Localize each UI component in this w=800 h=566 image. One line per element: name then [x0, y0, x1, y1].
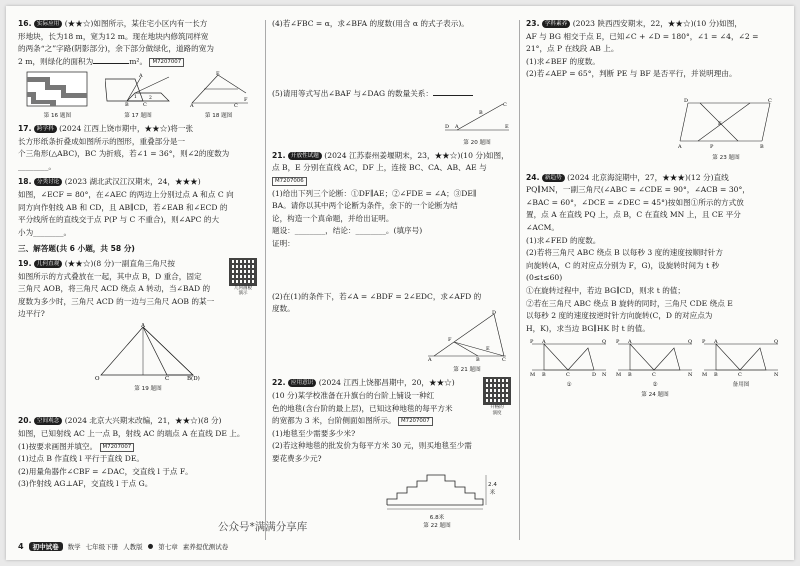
- svg-text:D: D: [445, 124, 450, 131]
- section-heading: 三、解答题(共 6 小题，共 58 分): [18, 244, 135, 254]
- page-number: 4: [18, 541, 24, 551]
- svg-text:B: B: [124, 102, 129, 108]
- question-number: 24.: [526, 172, 540, 182]
- svg-text:M: M: [530, 372, 536, 377]
- question-number: 20.: [18, 416, 32, 426]
- figure-17: B C A 1 2 第 17 题图: [105, 71, 171, 120]
- svg-text:E: E: [215, 71, 220, 78]
- svg-text:D: D: [684, 97, 689, 104]
- svg-text:C: C: [652, 372, 656, 377]
- svg-text:A: A: [141, 322, 145, 329]
- svg-text:Q: Q: [774, 339, 779, 346]
- question-tag: 开放性试题: [288, 152, 322, 160]
- svg-text:O: O: [95, 375, 100, 381]
- question-22: 升格的 演度 22. 应用意识 (2024 江西上饶都昌期中，20，★★☆) (10 分)某学校准备在升旗台的台阶上铺设一种红 色的地毯(含台阶的最上层)，已知这种地毯的每平方米 的宽都为 3 米，台阶侧面如图所示。 M7207007 (1)地毯至少需要多少米? (2)若这种地毯的批发价为每平方米 30 元，则买地毯至少需 要花费多少元? 2.4米 6.8米 第 22 题图: [272, 377, 512, 530]
- svg-text:C: C: [233, 103, 238, 108]
- svg-text:C: C: [142, 102, 147, 108]
- svg-text:A: A: [138, 73, 143, 80]
- question-17: 17. 跨学科 (2024 江西上饶市期中，★★☆)将一张 长方形纸条折叠成如图所示的图形，重叠部分是一 个三角形(△ABC)，BC 为折痕，若∠1 = 36°，则∠2的度数为 ________。: [18, 123, 230, 171]
- svg-text:C: C: [503, 102, 507, 109]
- question-number: 16.: [18, 19, 32, 28]
- question-code: M7207007: [149, 58, 184, 67]
- question-code: M7207007: [398, 417, 433, 426]
- svg-text:B: B: [628, 372, 632, 377]
- figure-row: [18, 71, 258, 120]
- figure-20: D A E B C 第 20 题图: [442, 100, 512, 147]
- watermark-text: 公众号*满满分享库: [218, 521, 308, 533]
- svg-text:B: B: [714, 372, 718, 377]
- svg-text:A: A: [678, 143, 682, 149]
- figure-21: A B C F D E 第 21 题图: [422, 310, 512, 375]
- folded-strip-diagram: [105, 71, 171, 107]
- angle-diagram: [188, 71, 250, 107]
- svg-text:C: C: [738, 372, 742, 377]
- column-divider: [519, 20, 520, 540]
- svg-text:Q: Q: [688, 339, 693, 346]
- question-tag: 应用意识: [288, 379, 316, 387]
- question-20-part5: (5)请用等式写出∠BAF 与∠DAG 的数量关系： D A E B C 第 20 题图: [272, 88, 512, 147]
- figure-24-1: P A Q M B C D N ①: [530, 339, 607, 388]
- road-diagram: [26, 71, 88, 107]
- svg-text:M: M: [616, 372, 622, 377]
- qr-code-icon: [229, 258, 257, 286]
- column-middle: [272, 18, 512, 533]
- svg-text:E: E: [505, 124, 509, 131]
- question-20: 20. 空间观念 (2024 北京大兴期末改编，21，★★☆)(8 分) 如图，已知射线 AC 上一点 B，射线 AC 的端点 A 在直线 DE 上。 (1)按要求画图并填空。 M7207007 (1)过点 B 作直线 l 平行于直线 DE。 (2)用量角器作∠CBF = ∠DAC，交直线 l 于点 F。 (3)作射线 AG⊥AF，交直线 l 于点 G。: [18, 416, 245, 489]
- question-number: 21.: [272, 150, 286, 160]
- svg-text:B: B: [479, 110, 483, 117]
- svg-text:A: A: [428, 356, 432, 362]
- svg-text:N: N: [602, 372, 607, 377]
- figure-18: E F A C 第 18 题图: [188, 71, 250, 120]
- page-footer: 4 初中试卷 数学 七年级下册 人教版 ● 第七章 素养提优测试卷: [18, 541, 229, 551]
- svg-text:A: A: [714, 339, 718, 346]
- question-tag: 学科素养: [542, 20, 570, 28]
- svg-text:M: M: [702, 372, 708, 377]
- question-code: M7207007: [100, 443, 135, 452]
- svg-text:C: C: [165, 375, 170, 381]
- set-square-diagram: [616, 338, 694, 376]
- question-number: 17.: [18, 123, 32, 133]
- qr-code[interactable]: 升格的 演度: [482, 377, 512, 416]
- svg-text:P: P: [530, 339, 534, 346]
- svg-text:P: P: [616, 339, 620, 346]
- bullet-icon: ●: [147, 542, 154, 550]
- question-number: 19.: [18, 258, 32, 268]
- svg-text:F: F: [243, 97, 248, 104]
- svg-text:E: E: [718, 120, 722, 127]
- question-tag: 跨学科: [34, 125, 57, 133]
- figure-23: D C A P B E 第 23 题图: [676, 97, 776, 162]
- question-16: 16. 实际应用 (★★☆)如图所示，某住宅小区内有一长方 形地块，长为18 m，宽为12 m。现在地块内修筑同样宽 的两条“之”字路(阴影部分)，余下部分做绿化，道路的宽为 2 m，则绿化的面积为 m²。 M7207007 第 16 题图 B C A 1 2 第 17 题图 E F A C 第 18 题图: [18, 18, 258, 120]
- svg-text:D: D: [492, 309, 497, 316]
- question-number: 18.: [18, 177, 32, 187]
- svg-text:N: N: [774, 372, 779, 377]
- svg-text:B: B: [760, 143, 764, 149]
- set-square-diagram: [530, 338, 608, 376]
- svg-text:E: E: [486, 345, 490, 352]
- figure-16: 第 16 题图: [26, 71, 88, 120]
- svg-text:C: C: [768, 97, 772, 104]
- question-tag: 分类讨论: [34, 178, 62, 186]
- question-tag: 实际应用: [34, 20, 62, 28]
- svg-text:A: A: [628, 339, 632, 346]
- svg-text:D: D: [592, 372, 597, 377]
- svg-text:P: P: [702, 339, 706, 346]
- figure-22: 2.4米 6.8米 第 22 题图: [382, 471, 492, 530]
- svg-text:B(D): B(D): [187, 375, 200, 381]
- question-number: 23.: [526, 19, 540, 28]
- question-number: 22.: [272, 378, 286, 388]
- question-tag: 新趋势: [542, 174, 565, 182]
- question-19: 几何画板 演示 19. 几何直观 (★★☆)(8 分)一副直角三角尺按 如图所示的方式叠放在一起，其中点 B，D 重合，固定 三角尺 AOB，将三角尺 ACD 绕点 A 转动，当∠BAD 的 度数为多少时，三角尺 ACD 的一边与三角尺 AOB 的某一 边平行? A O C B(D) 第 19 题图: [18, 258, 258, 394]
- svg-text:1: 1: [133, 95, 137, 101]
- figure-24-2: P A Q M B C N ②: [616, 339, 693, 388]
- question-tag: 几何直观: [34, 260, 62, 268]
- svg-text:P: P: [710, 143, 714, 149]
- qr-code-icon: [483, 377, 511, 405]
- question-21: 21. 开放性试题 (2024 江苏泰州姜堰期末，23，★★☆)(10 分)如图，点 B，E 分别在直线 AC，DF 上，连接 BC、CA、AB、AE 与 M7207006 (1)给出下列三个论断：①DF∥AE；②∠FDE = ∠A；③DE∥ BA。请你以其中两个论断为条件，余下的一个论断为结 论，构造一个真命题，并给出证明。 题设：________，结论：________。(填序号) 证明： (2)在(1)的条件下，若∠A = ∠BDF = 2∠EDC，求∠AFD 的 度数。 A B C F D E 第 21 题图: [272, 150, 512, 375]
- question-18: 18. 分类讨论 (2023 湖北武汉江汉期末，24，★★★) 如图，∠ECF = 80°，在∠AEC 的两边上分别过点 A 和点 C 向 同方向作射线 AB 和 CD，且 AB∥CD，若∠EAB 和∠ECD 的 平分线所在的直线交于点 P(P 与 C 不重合)，则∠APC 的大 小为________。: [18, 177, 234, 237]
- svg-text:A: A: [542, 339, 546, 346]
- svg-text:C: C: [566, 372, 570, 377]
- question-20-part4: (4)若∠FBC = α，求∠BFA 的度数(用含 α 的式子表示)。: [272, 19, 469, 28]
- parallel-lines-diagram: [678, 97, 774, 149]
- question-23: 23. 学科素养 (2023 陕西西安期末，22，★★☆)(10 分)如图， AF 与 BG 相交于点 E，已知∠C + ∠D = 180°，∠1 = ∠4，∠2 = 21°，点 P 在线段 AB 上。 (1)求∠BEF 的度数。 (2)若∠AEP = 65°，判断 PE 与 BF 是否平行，并说明理由。 D C A P B E 第 23 题图: [526, 18, 784, 162]
- svg-text:C: C: [502, 356, 506, 362]
- column-left: [18, 18, 258, 494]
- svg-text:A: A: [455, 124, 459, 131]
- qr-code[interactable]: 几何画板 演示: [228, 258, 258, 297]
- question-24: 24. 新趋势 (2024 北京海淀期中，27，★★★)(12 分)直线 PQ∥MN，一副三角尺(∠ABC = ∠CDE = 90°，∠ACB = 30°， ∠BAC = 60°，∠DCE = ∠DEC = 45°)按如图①所示的方式放 置，点 A 在直线 PQ 上，点 B，C 在直线 MN 上，且 CE 平分 ∠ACM。 (1)求∠FED 的度数。 (2)若将三角尺 ABC 绕点 B 以每秒 3 度的速度按顺时针方 向旋转(A，C 的对应点分别为 F，G)，设旋转时间为 t 秒 (0≤t≤60) ①在旋转过程中，若边 BG∥CD，则求 t 的值； ②若在三角尺 ABC 绕点 B 旋转的同时，三角尺 CDE 绕点 E 以每秒 2 度的速度按逆时针方向旋转(C，D 的对应点为 H，K)，求当边 BG∥HK 时 t 的值。 P A Q M B C D N ① P A Q M B C N ② P A Q M B C N 备用图 第 24 题图: [526, 172, 784, 399]
- question-tag: 空间观念: [34, 417, 62, 425]
- svg-text:Q: Q: [602, 339, 607, 346]
- brand-logo: 初中试卷: [29, 542, 63, 551]
- figure-24-row: [526, 338, 784, 389]
- svg-text:A: A: [189, 103, 194, 108]
- staircase-diagram: [385, 471, 489, 511]
- svg-text:B: B: [542, 372, 546, 377]
- set-square-diagram: [702, 338, 780, 376]
- question-code: M7207006: [272, 177, 307, 186]
- triangle-rulers-diagram: [93, 323, 203, 381]
- ray-diagram: [443, 100, 511, 134]
- svg-text:F: F: [448, 336, 452, 343]
- column-right: [526, 18, 784, 402]
- figure-19: A O C B(D) 第 19 题图: [88, 323, 208, 394]
- svg-text:2: 2: [148, 96, 152, 102]
- column-divider: [265, 20, 266, 540]
- intersecting-lines-diagram: [424, 310, 510, 362]
- svg-text:B: B: [476, 356, 480, 362]
- svg-text:N: N: [688, 372, 693, 377]
- exam-page: [6, 6, 794, 560]
- figure-24-spare: P A Q M B C N 备用图: [702, 339, 779, 388]
